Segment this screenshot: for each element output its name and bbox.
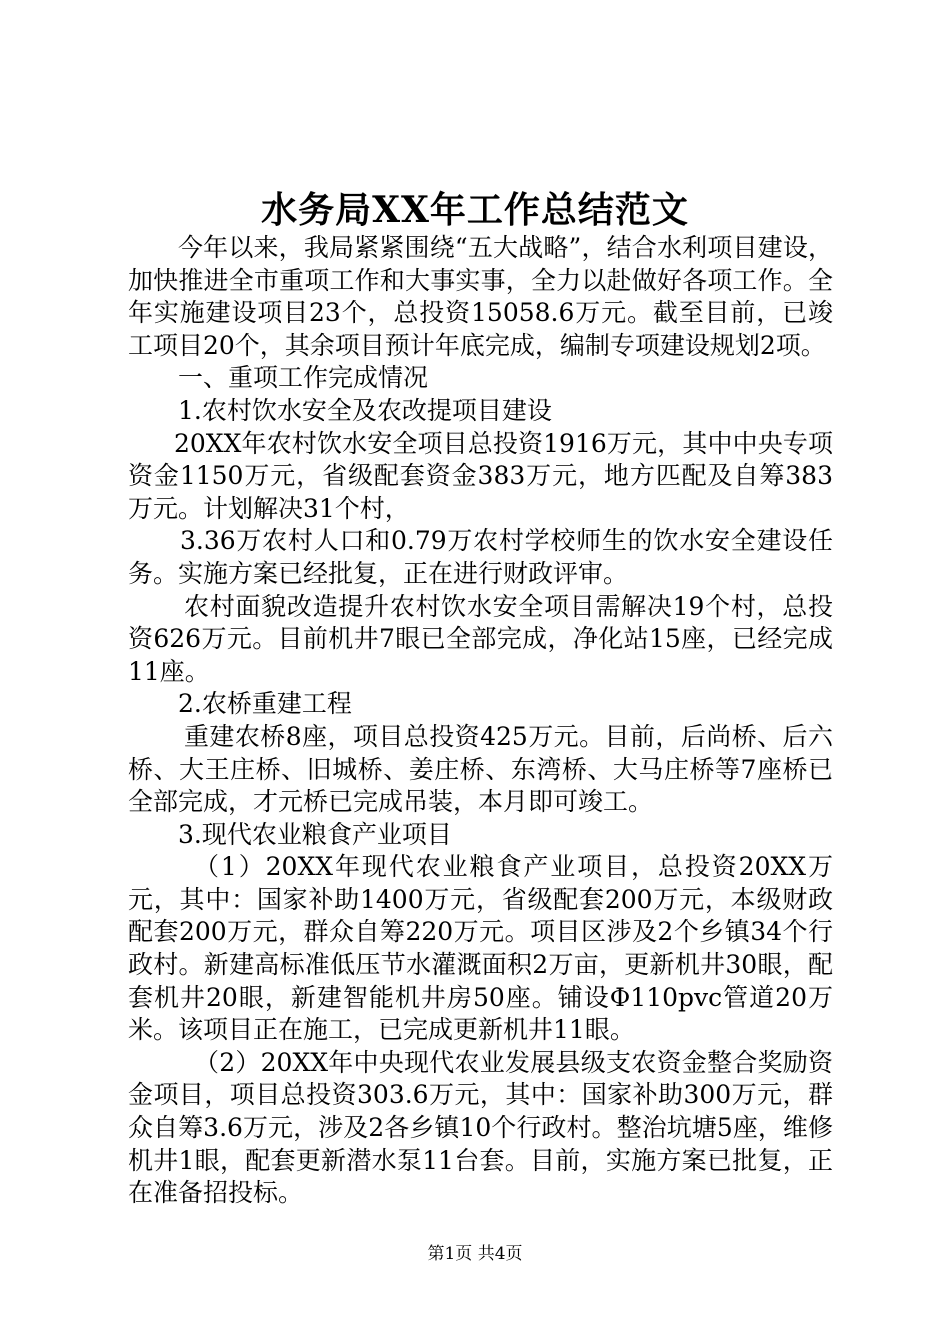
section-heading-1: 一、重项工作完成情况 bbox=[178, 363, 429, 393]
page-footer: 第1页 共4页 bbox=[427, 1244, 523, 1264]
paragraph-drinking-water-task: 3.36万农村人口和0.79万农村学校师生的饮水安全建设任务。实施方案已经批复，正在进行财政评审。 bbox=[128, 526, 833, 588]
document-title: 水务局XX年工作总结范文 bbox=[261, 189, 689, 231]
paragraph-drinking-water: 20XX年农村饮水安全项目总投资1916万元，其中中央专项资金1150万元，省级配套资金383万元，地方匹配及自筹383万元。计划解决31个村， bbox=[128, 428, 833, 523]
subsection-heading-2: 2.农桥重建工程 bbox=[178, 689, 352, 719]
paragraph-rural-upgrade: 农村面貌改造提升农村饮水安全项目需解决19个村，总投资626万元。目前机井7眼已全部完成，净化站15座，已经完成11座。 bbox=[128, 591, 833, 686]
paragraph-grain-project-1: （1）20XX年现代农业粮食产业项目，总投资20XX万元，其中：国家补助1400万元，省级配套200万元，本级财政配套200万元，群众自筹220万元。项目区涉及2个乡镇34个行政村。新建高标准低压节水灌溉面积2万亩，更新机井30眼，配套机井20眼，新建智能机井房50座。铺设Φ110pvc管道20万米。该项目正在施工，已完成更新机井11眼。 bbox=[128, 852, 833, 1045]
subsection-heading-1: 1.农村饮水安全及农改提项目建设 bbox=[178, 395, 552, 425]
paragraph-grain-project-2: （2）20XX年中央现代农业发展县级支农资金整合奖励资金项目，项目总投资303.6万元，其中：国家补助300万元，群众自筹3.6万元，涉及2各乡镇10个行政村。整治坑塘5座，维修机井1眼，配套更新潜水泵11台套。目前，实施方案已批复，正在准备招投标。 bbox=[128, 1047, 833, 1208]
document-body bbox=[128, 232, 833, 1210]
subsection-heading-3: 3.现代农业粮食产业项目 bbox=[178, 819, 452, 849]
paragraph-intro: 今年以来，我局紧紧围绕“五大战略”，结合水利项目建设，加快推进全市重项工作和大事实事，全力以赴做好各项工作。全年实施建设项目23个，总投资15058.6万元。截至目前，已竣工项目20个，其余项目预计年底完成，编制专项建设规划2项。 bbox=[128, 233, 833, 360]
paragraph-bridges: 重建农桥8座，项目总投资425万元。目前，后尚桥、后六桥、大王庄桥、旧城桥、姜庄桥、东湾桥、大马庄桥等7座桥已全部完成，才元桥已完成吊装，本月即可竣工。 bbox=[128, 721, 833, 817]
